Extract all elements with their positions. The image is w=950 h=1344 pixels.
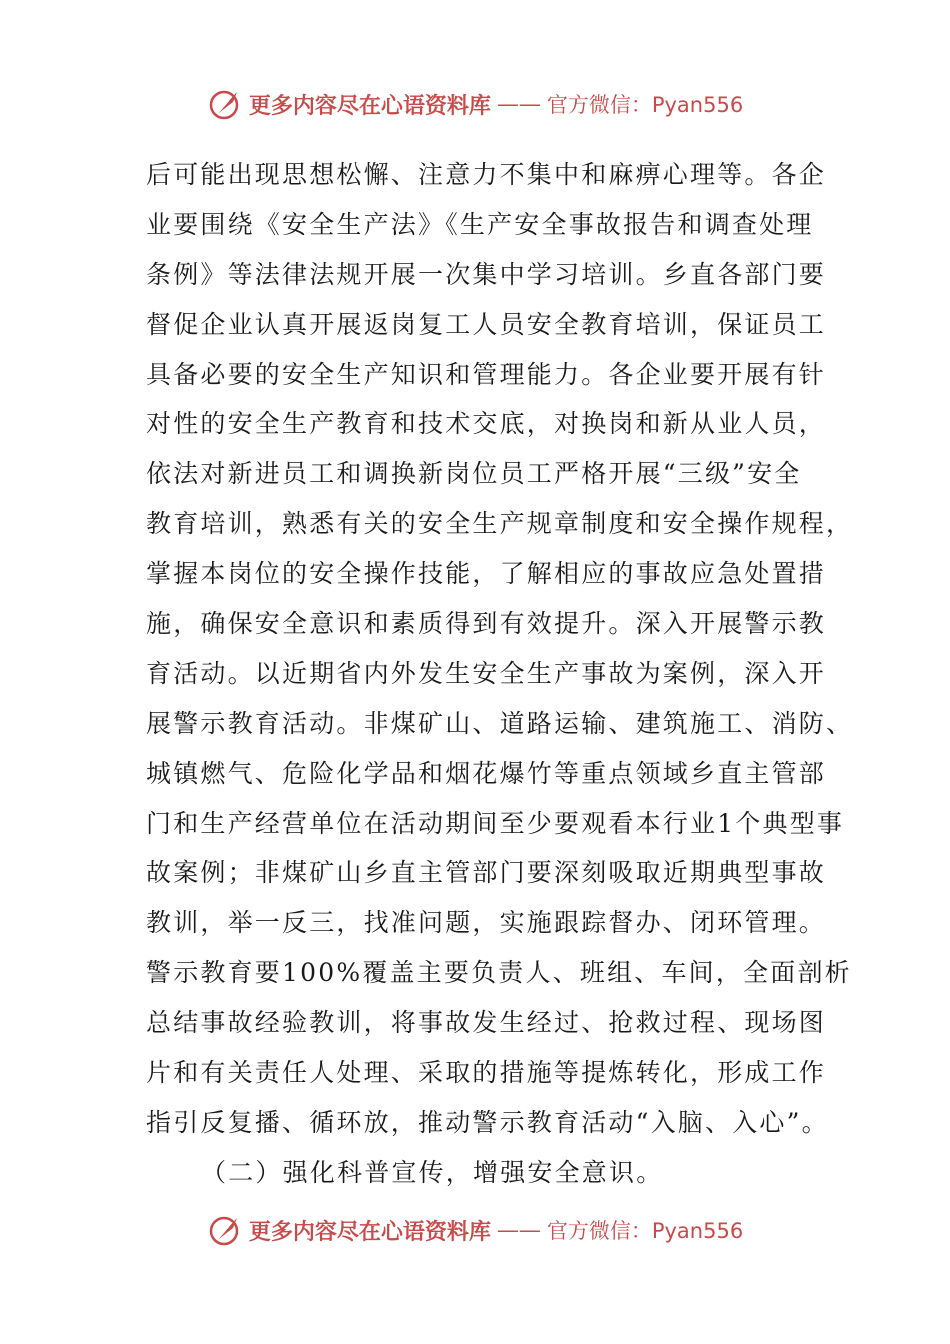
header-watermark bbox=[0, 84, 950, 124]
footer-watermark bbox=[0, 1210, 950, 1250]
section-heading: （二）强化科普宣传，增强安全意识。 bbox=[201, 1157, 664, 1187]
body-line: 教育培训，熟悉有关的安全生产规章制度和安全操作规程， bbox=[146, 509, 854, 539]
body-line: 施，确保安全意识和素质得到有效提升。深入开展警示教 bbox=[146, 609, 827, 639]
watermark-wechat-text: 官方微信：Pyan556 bbox=[546, 93, 744, 117]
body-line: 城镇燃气、危险化学品和烟花爆竹等重点领域乡直主管部 bbox=[146, 758, 827, 788]
body-line: 警示教育要100%覆盖主要负责人、班组、车间，全面剖析 bbox=[146, 958, 852, 988]
watermark-separator: —— bbox=[496, 1217, 541, 1243]
body-line: 故案例；非煤矿山乡直主管部门要深刻吸取近期典型事故 bbox=[146, 858, 827, 888]
body-line: 依法对新进员工和调换新岗位员工严格开展“三级”安全 bbox=[146, 459, 802, 489]
body-line: 教训，举一反三，找准问题，实施跟踪督办、闭环管理。 bbox=[146, 908, 827, 938]
body-line: 条例》等法律法规开展一次集中学习培训。乡直各部门要 bbox=[146, 259, 827, 289]
body-line: 育活动。以近期省内外发生安全生产事故为案例，深入开 bbox=[146, 658, 827, 688]
body-line: 业要围绕《安全生产法》《生产安全事故报告和调查处理 bbox=[146, 209, 814, 239]
body-line: 具备必要的安全生产知识和管理能力。各企业要开展有针 bbox=[146, 359, 827, 389]
body-line: 展警示教育活动。非煤矿山、道路运输、建筑施工、消防、 bbox=[146, 708, 854, 738]
watermark-separator: —— bbox=[496, 91, 541, 117]
body-line: 指引反复播、循环放，推动警示教育活动“入脑、入心”。 bbox=[146, 1107, 829, 1137]
watermark-wechat-text: 官方微信：Pyan556 bbox=[546, 1219, 744, 1243]
body-line: 总结事故经验教训，将事故发生经过、抢救过程、现场图 bbox=[146, 1008, 827, 1038]
watermark-site-text: 更多内容尽在心语资料库 bbox=[248, 92, 491, 119]
body-line: 掌握本岗位的安全操作技能，了解相应的事故应急处置措 bbox=[146, 559, 827, 589]
watermark-site-text: 更多内容尽在心语资料库 bbox=[248, 1218, 491, 1245]
body-line: 片和有关责任人处理、采取的措施等提炼转化，形成工作 bbox=[146, 1058, 827, 1088]
quill-logo-icon bbox=[207, 1212, 243, 1248]
document-body bbox=[146, 150, 854, 1198]
body-line: 后可能出现思想松懈、注意力不集中和麻痹心理等。各企 bbox=[146, 160, 827, 189]
body-line: 对性的安全生产教育和技术交底，对换岗和新从业人员， bbox=[146, 409, 827, 439]
quill-logo-icon bbox=[207, 86, 243, 122]
body-line: 门和生产经营单位在活动期间至少要观看本行业1个典型事 bbox=[146, 808, 845, 838]
body-line: 督促企业认真开展返岗复工人员安全教育培训，保证员工 bbox=[146, 309, 827, 339]
